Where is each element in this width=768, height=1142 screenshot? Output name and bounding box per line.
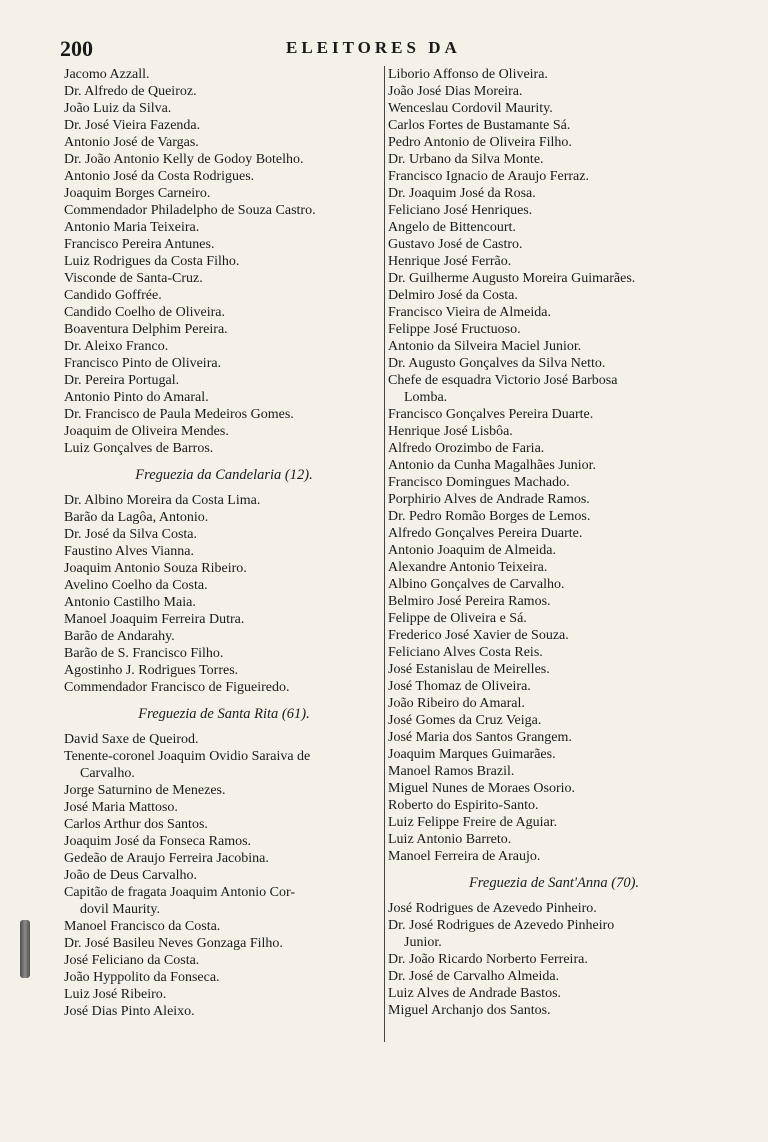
elector-entry: dovil Maurity. bbox=[80, 902, 160, 917]
elector-entry: Dr. Alfredo de Queiroz. bbox=[64, 84, 197, 99]
elector-entry: Albino Gonçalves de Carvalho. bbox=[388, 577, 565, 592]
elector-entry: Antonio da Cunha Magalhães Junior. bbox=[388, 458, 597, 473]
elector-entry: Henrique José Lisbôa. bbox=[388, 424, 513, 439]
parish-heading-santa-rita: Freguezia de Santa Rita (61). bbox=[138, 706, 310, 722]
elector-entry: Antonio Joaquim de Almeida. bbox=[388, 543, 556, 558]
elector-entry: Alexandre Antonio Teixeira. bbox=[388, 560, 548, 575]
elector-entry: Porphirio Alves de Andrade Ramos. bbox=[388, 492, 590, 507]
elector-entry: José Maria dos Santos Grangem. bbox=[388, 730, 572, 745]
elector-entry: Dr. Urbano da Silva Monte. bbox=[388, 152, 544, 167]
elector-entry: Dr. José Vieira Fazenda. bbox=[64, 118, 201, 133]
elector-entry: José Dias Pinto Aleixo. bbox=[64, 1004, 195, 1019]
parish-heading-candelaria: Freguezia da Candelaria (12). bbox=[135, 467, 313, 483]
elector-entry: Carlos Fortes de Bustamante Sá. bbox=[388, 118, 571, 133]
elector-entry: Dr. José Rodrigues de Azevedo Pinheiro bbox=[388, 918, 615, 933]
elector-entry: Alfredo Gonçalves Pereira Duarte. bbox=[388, 526, 583, 541]
elector-entry: Miguel Archanjo dos Santos. bbox=[388, 1003, 551, 1018]
right-column bbox=[388, 66, 720, 1019]
elector-entry: Joaquim Antonio Souza Ribeiro. bbox=[64, 561, 247, 576]
elector-entry: Chefe de esquadra Victorio José Barbosa bbox=[388, 373, 618, 388]
elector-entry: Avelino Coelho da Costa. bbox=[64, 578, 208, 593]
elector-entry: Frederico José Xavier de Souza. bbox=[388, 628, 569, 643]
elector-entry: Roberto do Espirito-Santo. bbox=[388, 798, 539, 813]
elector-entry: Joaquim Marques Guimarães. bbox=[388, 747, 556, 762]
elector-entry: Angelo de Bittencourt. bbox=[388, 220, 516, 235]
elector-entry: Luiz Felippe Freire de Aguiar. bbox=[388, 815, 558, 830]
elector-entry: João Hyppolito da Fonseca. bbox=[64, 970, 220, 985]
elector-entry: Luiz Rodrigues da Costa Filho. bbox=[64, 254, 240, 269]
elector-entry: José Feliciano da Costa. bbox=[64, 953, 200, 968]
elector-entry: Visconde de Santa-Cruz. bbox=[64, 271, 203, 286]
elector-entry: Carlos Arthur dos Santos. bbox=[64, 817, 208, 832]
elector-entry: Dr. Albino Moreira da Costa Lima. bbox=[64, 493, 261, 508]
elector-entry: Felippe de Oliveira e Sá. bbox=[388, 611, 527, 626]
elector-entry: José Gomes da Cruz Veiga. bbox=[388, 713, 542, 728]
elector-entry: Miguel Nunes de Moraes Osorio. bbox=[388, 781, 576, 796]
elector-entry: Belmiro José Pereira Ramos. bbox=[388, 594, 551, 609]
elector-entry: Gedeão de Araujo Ferreira Jacobina. bbox=[64, 851, 269, 866]
elector-entry: Manoel Ferreira de Araujo. bbox=[388, 849, 541, 864]
elector-entry: Tenente-coronel Joaquim Ovidio Saraiva de bbox=[64, 749, 311, 764]
elector-entry: Dr. Pereira Portugal. bbox=[64, 373, 180, 388]
elector-entry: Dr. José de Carvalho Almeida. bbox=[388, 969, 560, 984]
elector-entry: Dr. Augusto Gonçalves da Silva Netto. bbox=[388, 356, 606, 371]
elector-entry: José Maria Mattoso. bbox=[64, 800, 178, 815]
elector-entry: Francisco Ignacio de Araujo Ferraz. bbox=[388, 169, 589, 184]
elector-entry: David Saxe de Queirod. bbox=[64, 732, 199, 747]
parish-heading-santanna: Freguezia de Sant'Anna (70). bbox=[468, 875, 640, 891]
elector-entry: Francisco Vieira de Almeida. bbox=[388, 305, 551, 320]
elector-entry: Manoel Ramos Brazil. bbox=[388, 764, 515, 779]
elector-entry: Delmiro José da Costa. bbox=[388, 288, 518, 303]
elector-entry: Feliciano José Henriques. bbox=[388, 203, 533, 218]
elector-entry: Manoel Joaquim Ferreira Dutra. bbox=[64, 612, 245, 627]
elector-entry: Candido Coelho de Oliveira. bbox=[64, 305, 225, 320]
elector-entry: Jorge Saturnino de Menezes. bbox=[64, 783, 226, 798]
elector-entry: Joaquim de Oliveira Mendes. bbox=[64, 424, 229, 439]
elector-entry: João Luiz da Silva. bbox=[64, 101, 172, 116]
elector-entry: Candido Goffrée. bbox=[64, 288, 162, 303]
left-name-list-1 bbox=[64, 66, 384, 457]
elector-entry: Commendador Francisco de Figueiredo. bbox=[64, 680, 290, 695]
elector-entry: Felippe José Fructuoso. bbox=[388, 322, 521, 337]
elector-entry: João Ribeiro do Amaral. bbox=[388, 696, 525, 711]
binding-mark bbox=[20, 920, 30, 978]
elector-entry: Junior. bbox=[404, 935, 442, 950]
elector-entry: Carvalho. bbox=[80, 766, 135, 781]
left-name-list-2 bbox=[64, 492, 384, 696]
elector-entry: José Rodrigues de Azevedo Pinheiro. bbox=[388, 901, 597, 916]
elector-entry: Antonio José de Vargas. bbox=[64, 135, 199, 150]
elector-entry: Alfredo Orozimbo de Faria. bbox=[388, 441, 545, 456]
left-name-list-3 bbox=[64, 731, 384, 1020]
elector-entry: Antonio Castilho Maia. bbox=[64, 595, 196, 610]
elector-entry: Wenceslau Cordovil Maurity. bbox=[388, 101, 553, 116]
elector-entry: Francisco Domingues Machado. bbox=[388, 475, 570, 490]
elector-entry: Dr. Joaquim José da Rosa. bbox=[388, 186, 536, 201]
elector-entry: Dr. Pedro Romão Borges de Lemos. bbox=[388, 509, 591, 524]
elector-entry: Capitão de fragata Joaquim Antonio Cor- bbox=[64, 885, 296, 900]
right-name-list-1 bbox=[388, 66, 720, 865]
elector-entry: Antonio Maria Teixeira. bbox=[64, 220, 200, 235]
elector-entry: Henrique José Ferrão. bbox=[388, 254, 512, 269]
elector-entry: Francisco Pinto de Oliveira. bbox=[64, 356, 222, 371]
elector-entry: Dr. Guilherme Augusto Moreira Guimarães. bbox=[388, 271, 636, 286]
elector-entry: Pedro Antonio de Oliveira Filho. bbox=[388, 135, 572, 150]
elector-entry: Lomba. bbox=[404, 390, 448, 405]
elector-entry: Barão de S. Francisco Filho. bbox=[64, 646, 224, 661]
elector-entry: Liborio Affonso de Oliveira. bbox=[388, 67, 548, 82]
elector-entry: Luiz Alves de Andrade Bastos. bbox=[388, 986, 562, 1001]
elector-entry: Boaventura Delphim Pereira. bbox=[64, 322, 228, 337]
elector-entry: Faustino Alves Vianna. bbox=[64, 544, 194, 559]
elector-entry: Gustavo José de Castro. bbox=[388, 237, 523, 252]
elector-entry: Antonio da Silveira Maciel Junior. bbox=[388, 339, 582, 354]
elector-entry: Agostinho J. Rodrigues Torres. bbox=[64, 663, 239, 678]
page-header: ELEITORES DA bbox=[286, 38, 461, 57]
elector-entry: José Thomaz de Oliveira. bbox=[388, 679, 531, 694]
elector-entry: Francisco Gonçalves Pereira Duarte. bbox=[388, 407, 594, 422]
elector-entry: Dr. José Basileu Neves Gonzaga Filho. bbox=[64, 936, 283, 951]
elector-entry: Francisco Pereira Antunes. bbox=[64, 237, 215, 252]
elector-entry: José Estanislau de Meirelles. bbox=[388, 662, 550, 677]
elector-entry: Feliciano Alves Costa Reis. bbox=[388, 645, 543, 660]
elector-entry: Manoel Francisco da Costa. bbox=[64, 919, 221, 934]
elector-entry: Luiz José Ribeiro. bbox=[64, 987, 167, 1002]
elector-entry: Dr. João Ricardo Norberto Ferreira. bbox=[388, 952, 588, 967]
elector-entry: Joaquim José da Fonseca Ramos. bbox=[64, 834, 252, 849]
elector-entry: Jacomo Azzall. bbox=[64, 67, 150, 82]
column-divider bbox=[384, 66, 385, 1042]
right-name-list-2 bbox=[388, 900, 720, 1019]
elector-entry: Antonio José da Costa Rodrigues. bbox=[64, 169, 255, 184]
elector-entry: Barão de Andarahy. bbox=[64, 629, 175, 644]
elector-entry: Antonio Pinto do Amaral. bbox=[64, 390, 209, 405]
elector-entry: Dr. Francisco de Paula Medeiros Gomes. bbox=[64, 407, 294, 422]
left-column bbox=[64, 66, 384, 1020]
elector-entry: Barão da Lagôa, Antonio. bbox=[64, 510, 209, 525]
elector-entry: João de Deus Carvalho. bbox=[64, 868, 197, 883]
elector-entry: João José Dias Moreira. bbox=[388, 84, 523, 99]
elector-entry: Commendador Philadelpho de Souza Castro. bbox=[64, 203, 316, 218]
elector-entry: Luiz Antonio Barreto. bbox=[388, 832, 512, 847]
elector-entry: Dr. José da Silva Costa. bbox=[64, 527, 197, 542]
elector-entry: Joaquim Borges Carneiro. bbox=[64, 186, 211, 201]
elector-entry: Luiz Gonçalves de Barros. bbox=[64, 441, 214, 456]
page-number: 200 bbox=[60, 36, 93, 61]
elector-entry: Dr. João Antonio Kelly de Godoy Botelho. bbox=[64, 152, 304, 167]
elector-entry: Dr. Aleixo Franco. bbox=[64, 339, 169, 354]
